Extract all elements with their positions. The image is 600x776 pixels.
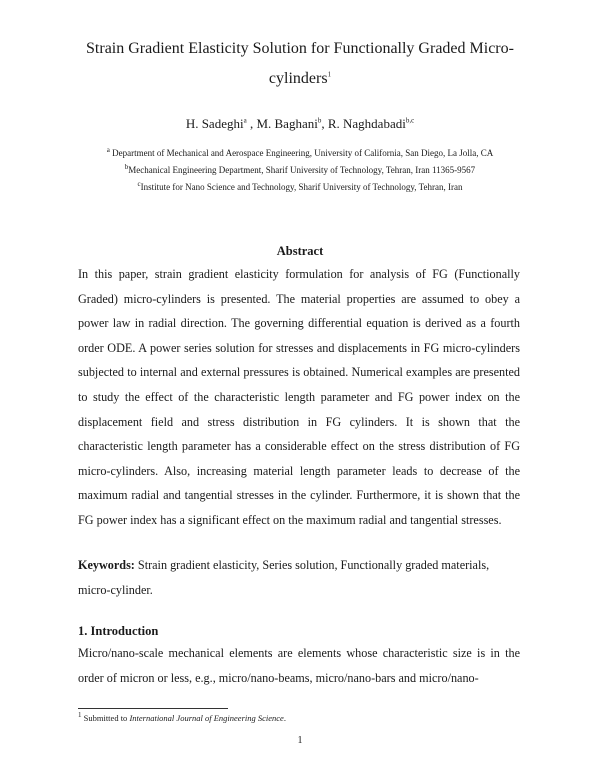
author-affiliation-mark: a xyxy=(243,116,247,125)
paper-title xyxy=(60,34,540,94)
abstract-body: In this paper, strain gradient elasticity formulation for analysis of FG (Functionally Graded) micro-cylinders is presented. The material properties are assumed to obey a power law in radial direction. The governing differential equation is derived as a fourth order ODE. A power series solution for stresses and displacements in FG micro-cylinders subjected to internal and external pressures is obtained. Numerical examples are presented to study the effect of the characteristic length parameter and FG power index on the displacement field and stress distribution in FG cylinders. It is shown that the characteristic length parameter has a considerable effect on the stress distribution of FG micro-cylinders. Also, increasing material length parameter leads to decrease of the maximum radial and tangential stresses in the cylinder. Furthermore, it is shown that the FG power index has a significant effect on the maximum radial and tangential stresses. xyxy=(78,267,520,527)
keywords-paragraph xyxy=(78,553,520,602)
affiliation-mark: a xyxy=(106,146,110,154)
footnote-prefix: Submitted to xyxy=(81,713,130,723)
affiliation-mark: b xyxy=(124,163,129,171)
affiliation-text: Institute for Nano Science and Technology, Sharif University of Technology, Tehran, Iran xyxy=(140,182,463,192)
page-number: 1 xyxy=(297,735,303,746)
footnote-mark: 1 xyxy=(78,711,82,720)
author-name: R. Naghdabadi xyxy=(327,116,406,131)
affiliation-text: Department of Mechanical and Aerospace Engineering, University of California, San Diego, La Jolla, CA xyxy=(109,148,494,158)
affiliation-text: Mechanical Engineering Department, Sharif University of Technology, Tehran, Iran 11365-9567 xyxy=(128,165,476,175)
author-separator: , xyxy=(246,116,257,131)
footnote xyxy=(78,713,286,723)
author-name: M. Baghani xyxy=(256,116,318,131)
author-separator: , xyxy=(321,116,328,131)
introduction-body: Micro/nano-scale mechanical elements are elements whose characteristic size is in the order of micron or less, e.g., micro/nano-beams, micro/nano-bars and micro/nano- xyxy=(78,646,520,685)
author-list xyxy=(0,116,600,132)
title-footnote-mark: 1 xyxy=(327,70,332,79)
keywords-label: Keywords: xyxy=(78,558,135,572)
affiliation-b xyxy=(0,164,600,176)
footnote-suffix: . xyxy=(283,713,286,723)
affiliation-c xyxy=(0,181,600,193)
affiliation-mark: c xyxy=(137,180,141,188)
author-affiliation-mark: b xyxy=(317,116,322,125)
footnote-journal: International Journal of Engineering Science xyxy=(129,713,284,723)
abstract-heading: Abstract xyxy=(276,244,324,258)
author-affiliation-mark: b,c xyxy=(405,116,415,125)
footnote-divider xyxy=(78,708,228,709)
author-name: H. Sadeghi xyxy=(185,116,244,131)
title-text: Strain Gradient Elasticity Solution for Functionally Graded Micro-cylinders xyxy=(86,40,514,87)
section-heading-introduction: 1. Introduction xyxy=(78,624,159,638)
keywords-text: Strain gradient elasticity, Series solution, Functionally graded materials, micro-cylinder. xyxy=(78,558,490,597)
affiliation-a xyxy=(0,147,600,159)
